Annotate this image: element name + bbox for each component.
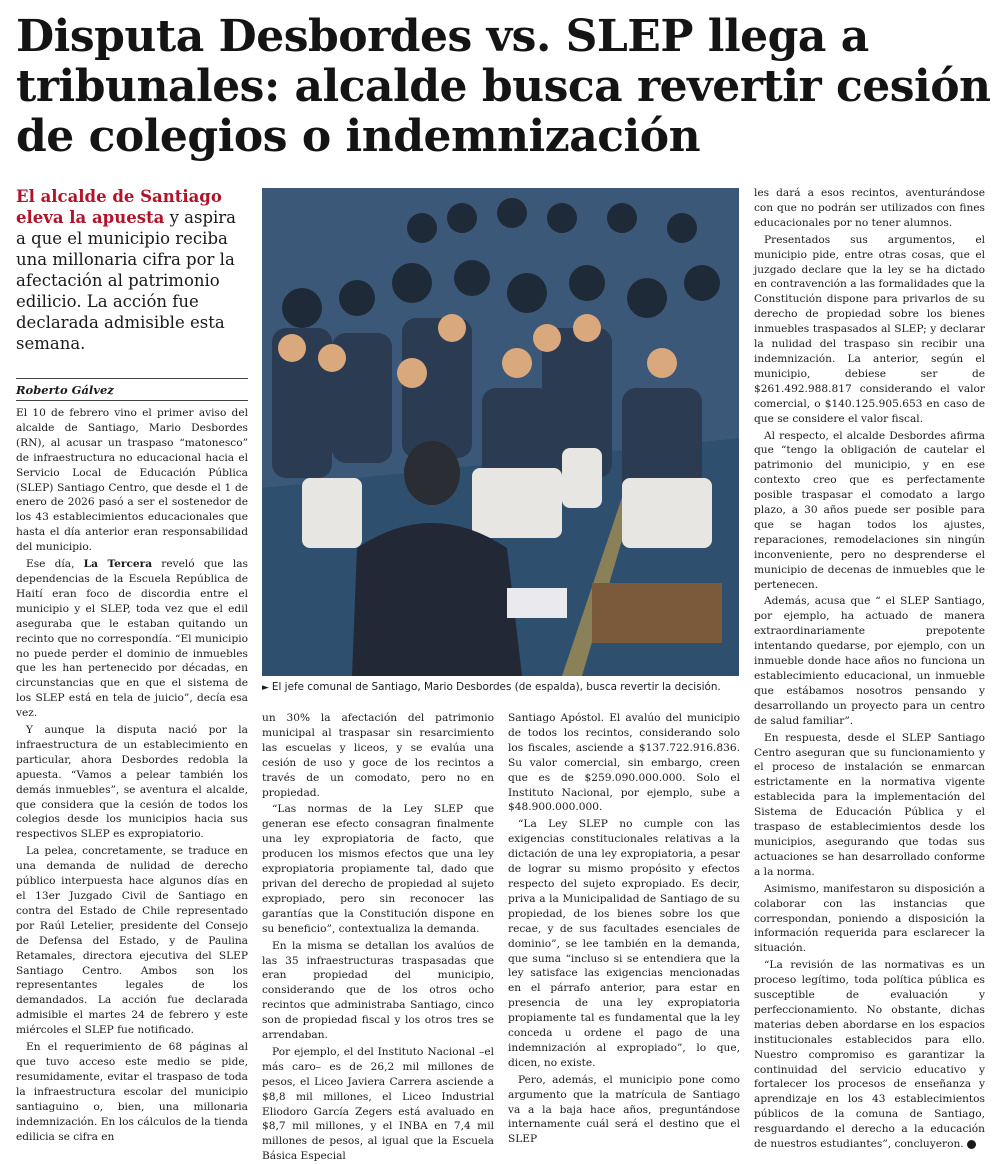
paragraph: Además, acusa que “ el SLEP Santiago, por ejemplo, ha actuado de manera extraordinariamente prepotente intentando quedarse, por ejemplo, con un inmueble donde hace años no funciona un establecimiento educacional, un inmueble que estábamos nosotros pensando y desarrollando un proyecto para un centro de salud familiar”. [754,595,985,727]
caption-marker-icon: ► [262,683,269,693]
paragraph: En el requerimiento de 68 páginas al que tuvo acceso este medio se pide, resumidamente, evitar el traspaso de toda la infraestructura escolar del municipio santiaguino o, bien, una millonaria indemnización. En los cálculos de la tienda edilicia se cifra en [16,1041,248,1143]
article-column-2 [262,711,494,1163]
paragraph: Pero, además, el municipio pone como argumento que la matrícula de Santiago va a la baja hace años, preguntándose internamente cuál será el destino que el SLEP [508,1073,740,1146]
lede-highlight: El alcalde de Santiago eleva la apuesta [16,187,222,227]
paragraph: Asimismo, manifestaron su disposición a colaborar con las instancias que correspondan, poniendo a disposición la información requerida para esclarecer la situación. [754,882,985,955]
paragraph: En respuesta, desde el SLEP Santiago Centro aseguran que su funcionamiento y el proceso de instalación se enmarcan estrictamente en la normativa vigente establecida para la implementación del Sistema de Educación Pública y el traspaso de establecimientos desde los municipios, asegurando que todas sus actuaciones se han desarrollado conforme a la norma. [754,731,985,878]
paragraph: La pelea, concretamente, se traduce en una demanda de nulidad de derecho público interpuesta hace algunos días en el 13er Juzgado Civil de Santiago en contra del Estado de Chile representado por Raúl Letelier, presidente del Consejo de Defensa del Estado, y de Paulina Retamales, directora ejecutiva del SLEP Santiago Centro. Ambos son los representantes legales de los demandados. La acción fue declarada admisible el martes 24 de febrero y este miércoles el SLEP fue notificado. [16,845,248,1037]
paragraph: Santiago Apóstol. El avalúo del municipio de todos los recintos, considerando solo los fiscales, asciende a $137.722.916.836. Su valor comercial, sin embargo, creen que es de $259.090.000.000. Solo el Instituto Nacional, por ejemplo, sube a $48.900.000.000. [508,712,740,814]
paragraph: Y aunque la disputa nació por la infraestructura de un establecimiento en particular, ahora Desbordes redobla la apuesta. “Vamos a pelear también los demás inmuebles”, se aventura el alcalde, que considera que la cesión de todos los colegios desde los municipios hacia sus respectivos SLEP es expropiatorio. [16,724,248,841]
paragraph: “Las normas de la Ley SLEP que generan ese efecto consagran finalmente una ley expropiatoria de facto, que producen los mismos efectos que una ley expropiatoria propiamente tal, dado que privan del derecho de propiedad al sujeto expropiado, pero sin reconocer las garantías que la Constitución dispone en su beneficio”, contextualiza la demanda. [262,803,494,935]
paragraph: Por ejemplo, el del Instituto Nacional –el más caro– es de 26,2 mil millones de pesos, el Liceo Javiera Carrera asciende a $8,8 mil millones, el Liceo Industrial Eliodoro García Zegers está avaluado en $8,7 mil millones, y el INBA en 7,4 mil millones de pesos, al igual que la Escuela Básica Especial [262,1045,494,1163]
article-column-3 [508,711,740,1154]
paragraph: “La revisión de las normativas es un proceso legítimo, toda política pública es susceptible de evaluación y perfeccionamiento. No obstante, dichas materias deben abordarse en los espacios institucionales establecidos para ello. Nuestro compromiso es garantizar la continuidad del servicio educativo y fortalecer los procesos de enseñanza y aprendizaje en los 43 establecimientos públicos de la comuna de Santiago, resguardando el derecho a la educación de nuestros estudiantes”, concluyeron. [754,959,985,1151]
article-photo [262,188,739,676]
paragraph: Presentados sus argumentos, el municipio pide, entre otras cosas, que el juzgado declare que la ley se ha dictado en contravención a las formalidades que la Constitución dispone para privarlos de su derecho de propiedad sobre los bienes inmuebles traspasados al SLEP; y declarar la nulidad del traspaso sin recibir una indemnización. La anterior, según el municipio, debiese ser de $261.492.988.817 considerando el valor comercial, o $140.125.905.653 en caso de que se considere el valor fiscal. [754,233,985,425]
end-of-article-icon [967,1140,976,1149]
lede-text: y aspira a que el municipio reciba una millonaria cifra por la afectación al patrimonio edilicio. La acción fue declarada admisible esta semana. [16,208,237,353]
article-column-4 [754,186,985,1154]
byline-bottom-rule [16,400,248,401]
newspaper-name: La Tercera [83,558,153,571]
article-column-1 [16,406,248,1154]
paragraph: “La Ley SLEP no cumple con las exigencias constitucionales relativas a la dictación de una ley expropiatoria, a pesar de lograr su mismo propósito y efectos respecto del sujeto expropiado. Es decir, priva a la Municipalidad de Santiago de su propiedad, de los bienes sobre los que recae, y de sus facultades esenciales de dominio”, se lee también en la demanda, que suma “incluso si se entendiera que la ley satisface las exigencias mencionadas en el párrafo anterior, para estar en presencia de una ley expropiatoria propiamente tal es fundamental que la ley conceda u ordene el pago de una indemnización al expropiado”, lo que, dicen, no existe. [508,818,740,1069]
paragraph: un 30% la afectación del patrimonio municipal al traspasar sin resarcimiento las escuelas y liceos, y se evalúa una cesión de uso y goce de los recintos a través de un comodato, pero no en propiedad. [262,712,494,799]
photo-caption [262,681,742,695]
paragraph: El 10 de febrero vino el primer aviso del alcalde de Santiago, Mario Desbordes (RN), al acusar un traspaso “matonesco” de infraestructura no educacional hacia el Servicio Local de Educación Pública (SLEP) Santiago Centro, que desde el 1 de enero de 2026 pasó a ser el sostenedor de los 43 establecimientos educacionales que hasta el día anterior eran responsabilidad del municipio. [16,407,248,554]
photo-illustration [262,188,739,676]
paragraph: Ese día, La Tercera reveló que las dependencias de la Escuela República de Haití eran foco de discordia entre el municipio y el SLEP, toda vez que el edil aseguraba que le estaban quitando un recinto que no correspondía. “El municipio no puede perder el dominio de inmuebles que les han pertenecido por décadas, en circunstancias que en que el sistema de los SLEP está en tela de juicio”, decía esa vez. [16,558,248,720]
byline: Roberto Gálvez [16,383,114,397]
lede [16,186,248,354]
byline-top-rule [16,378,248,379]
paragraph: Al respecto, el alcalde Desbordes afirma que “tengo la obligación de cautelar el patrimonio del municipio, y en ese contexto creo que es perfectamente posible traspasar el comodato a largo plazo, a 30 años puede ser posible para que se hagan todos los ajustes, reparaciones, remodelaciones sin ningún inconveniente, pero no desprenderse el municipio de decenas de inmuebles que le pertenecen. [754,429,985,591]
headline: Disputa Desbordes vs. SLEP llega a tribunales: alcalde busca revertir cesión de colegios o indemnización [16,11,991,162]
paragraph: En la misma se detallan los avalúos de las 35 infraestructuras traspasadas que eran propiedad del municipio, considerando que de los otros ocho recintos que administraba Santiago, cinco son de propiedad fiscal y los otros tres se arrendaban. [262,939,494,1042]
caption-text: El jefe comunal de Santiago, Mario Desbordes (de espalda), busca revertir la decisión. [271,681,721,693]
paragraph: les dará a esos recintos, aventurándose con que no podrán ser utilizados con fines educacionales por no tener alumnos. [754,187,985,229]
